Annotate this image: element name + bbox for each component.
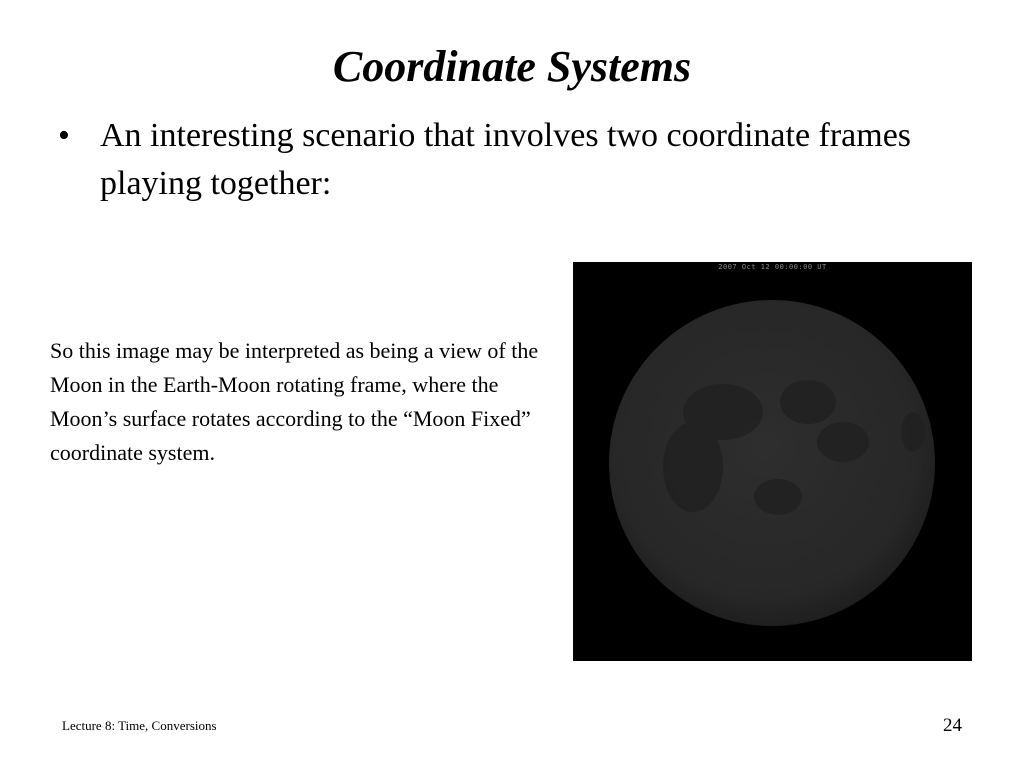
moon-image <box>573 262 972 661</box>
bullet-text: An interesting scenario that involves two coordinate frames playing together: <box>100 117 912 202</box>
bullet-mark: • <box>58 117 70 154</box>
moon-disc-graphic <box>573 262 972 661</box>
moon-timestamp: 2007 Oct 12 00:00:00 UT <box>718 263 827 271</box>
bullet-item <box>58 112 958 208</box>
caption-text: So this image may be interpreted as being a view of the Moon in the Earth-Moon rotating frame, where the Moon’s surface rotates according to the “Moon Fixed” coordinate system. <box>50 338 539 465</box>
slide-title: Coordinate Systems <box>332 42 692 91</box>
moon-disc <box>609 300 935 626</box>
page-number: 24 <box>943 715 962 736</box>
footer-lecture-label: Lecture 8: Time, Conversions <box>62 718 217 733</box>
